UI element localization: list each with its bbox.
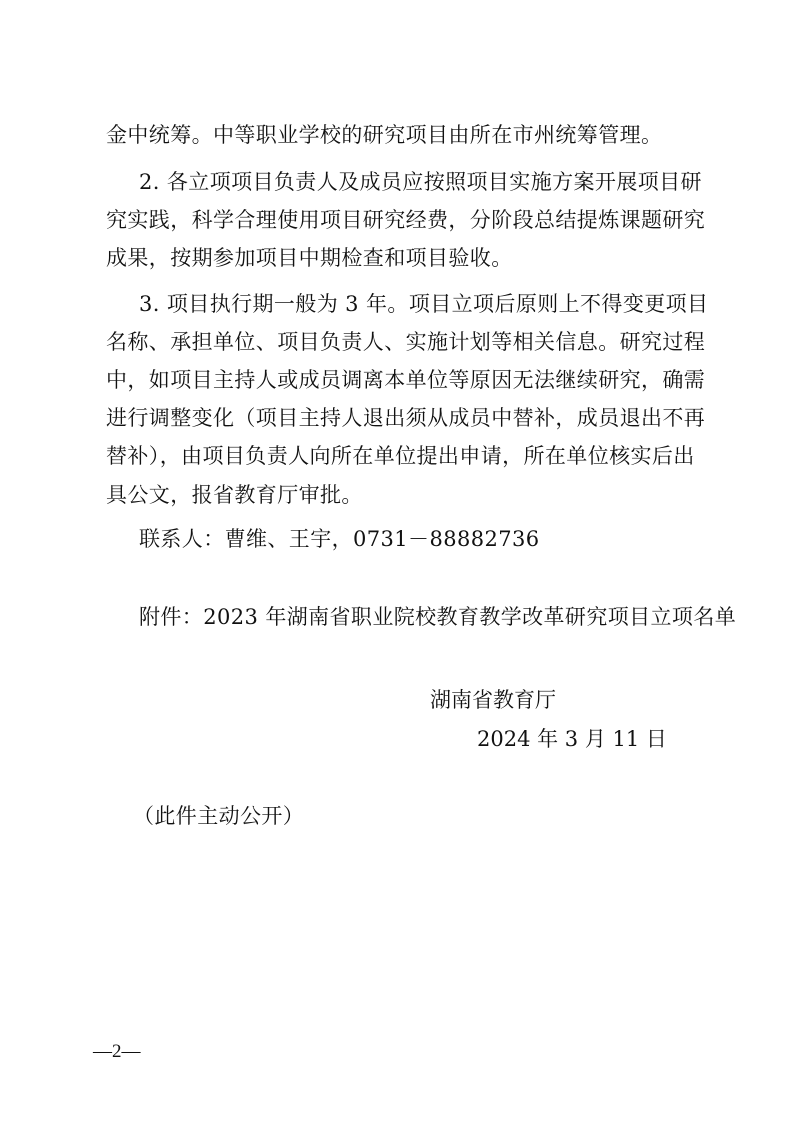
page-number: —2— (93, 1041, 141, 1062)
paragraph-1-line-1: 金中统筹。中等职业学校的研究项目由所在市州统筹管理。 (106, 123, 663, 147)
paragraph-3-line-3: 中，如项目主持人或成员调离本单位等原因无法继续研究，确需 (106, 368, 706, 392)
paragraph-2-line-3: 成果，按期参加项目中期检查和项目验收。 (106, 246, 513, 270)
paragraph-3-line-2: 名称、承担单位、项目负责人、实施计划等相关信息。研究过程 (106, 330, 706, 354)
paragraph-2-line-2: 究实践，科学合理使用项目研究经费，分阶段总结提炼课题研究 (106, 208, 706, 232)
paragraph-3-line-6: 具公文，报省教育厅审批。 (106, 483, 363, 507)
attachment-line: 附件：2023 年湖南省职业院校教育教学改革研究项目立项名单 (139, 605, 737, 629)
disclosure-note: （此件主动公开） (133, 804, 305, 828)
contact-line: 联系人：曹维、王宇，0731－88882736 (139, 527, 540, 551)
paragraph-3-line-4: 进行调整变化（项目主持人退出须从成员中替补，成员退出不再 (106, 406, 706, 430)
paragraph-3-line-1: 3. 项目执行期一般为 3 年。项目立项后原则上不得变更项目 (139, 292, 709, 316)
paragraph-3-line-5: 替补），由项目负责人向所在单位提出申请，所在单位核实后出 (106, 444, 695, 468)
paragraph-2-line-1: 2. 各立项项目负责人及成员应按照项目实施方案开展项目研 (139, 170, 702, 194)
issuer-name: 湖南省教育厅 (430, 688, 556, 712)
issue-date: 2024 年 3 月 11 日 (477, 727, 667, 751)
